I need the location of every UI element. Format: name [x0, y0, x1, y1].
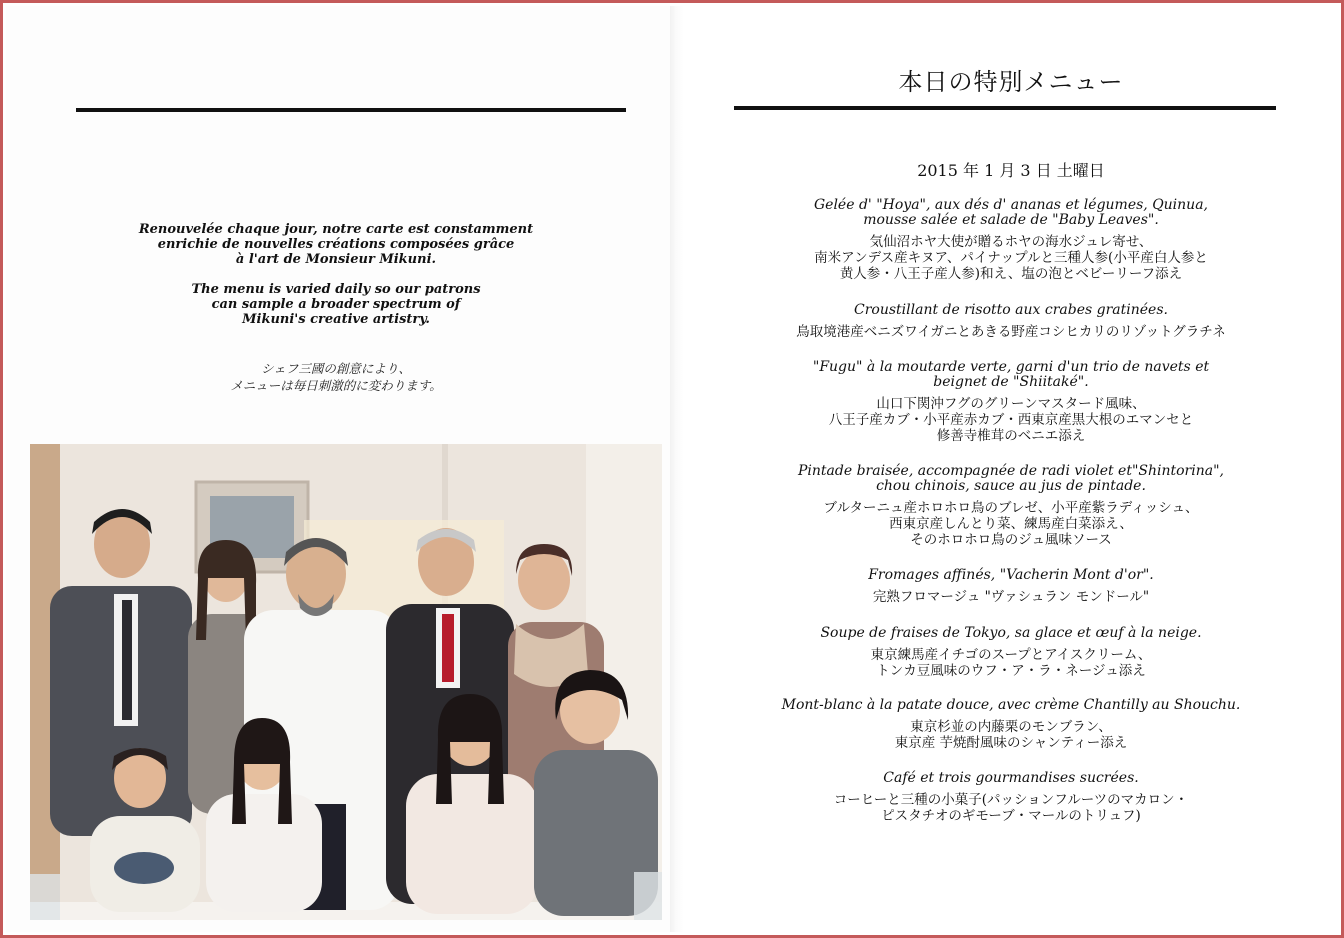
course-french: Café et trois gourmandises sucrées.	[883, 770, 1139, 786]
course-japanese: 山口下関沖フグのグリーンマスタード風味、 八王子産カブ・小平産赤カブ・西東京産黒大根のエマンセと 修善寺椎茸のベニエ添え	[828, 396, 1194, 444]
intro-english: The menu is varied daily so our patrons can sample a broader spectrum of Mikuni's creative artistry.	[191, 282, 481, 327]
course-item	[724, 698, 1298, 751]
course-japanese: 気仙沼ホヤ大使が贈るホヤの海水ジュレ寄せ、 南米アンデス産キヌア、パイナップルと三種人参(小平産白人参と 黄人参・八王子産人参)和え、塩の泡とベビーリーフ添え	[814, 234, 1208, 282]
course-japanese: 東京杉並の内藤栗のモンブラン、 東京産 芋焼酎風味のシャンティー添え	[894, 719, 1128, 751]
course-french: Mont-blanc à la patate douce, avec crème Chantilly au Shouchu.	[781, 697, 1241, 713]
course-french: Soupe de fraises de Tokyo, sa glace et œuf à la neige.	[820, 625, 1202, 641]
course-french: "Fugu" à la moutarde verte, garni d'un trio de navets et beignet de "Shiitaké".	[812, 359, 1210, 390]
course-french: Gelée d' "Hoya", aux dés d' ananas et légumes, Quinua, mousse salée et salade de "Baby Leaves".	[813, 197, 1208, 228]
course-item	[724, 303, 1298, 340]
course-french: Fromages affinés, "Vacherin Mont d'or".	[868, 567, 1154, 583]
course-japanese: 鳥取境港産ベニズワイガニとあきる野産コシヒカリのリゾットグラチネ	[796, 324, 1226, 340]
course-item	[724, 568, 1298, 605]
course-japanese: コーヒーと三種の小菓子(パッションフルーツのマカロン・ ピスタチオのギモーブ・マールのトリュフ)	[833, 792, 1189, 824]
course-french: Croustillant de risotto aux crabes gratinées.	[854, 302, 1168, 318]
course-item	[724, 464, 1298, 548]
intro-french: Renouvelée chaque jour, notre carte est constamment enrichie de nouvelles créations composées grâce à l'art de Monsieur Mikuni.	[138, 222, 534, 267]
menu-date: 2015 年 1 月 3 日 土曜日	[917, 161, 1105, 180]
page-fold	[670, 6, 684, 932]
right-page	[684, 6, 1338, 932]
menu-title: 本日の特別メニュー	[898, 68, 1124, 96]
course-item	[724, 360, 1298, 444]
course-japanese: ブルターニュ産ホロホロ鳥のブレゼ、小平産紫ラディッシュ、 西東京産しんとり菜、練馬産白菜添え、 そのホロホロ鳥のジュ風味ソース	[823, 500, 1199, 548]
course-item	[724, 771, 1298, 824]
course-item	[724, 198, 1298, 282]
right-top-rule	[734, 106, 1276, 110]
course-japanese: 完熟フロマージュ "ヴァシュラン モンドール"	[872, 589, 1150, 605]
group-photo-illustration	[30, 444, 662, 920]
course-japanese: 東京練馬産イチゴのスープとアイスクリーム、 トンカ豆風味のウフ・ア・ラ・ネージュ添え	[870, 647, 1152, 679]
group-photo	[30, 444, 662, 920]
left-top-rule	[76, 108, 626, 112]
intro-japanese: シェフ三國の創意により、 メニューは毎日刺激的に変わります。	[230, 361, 442, 393]
left-page	[6, 6, 670, 932]
course-item	[724, 626, 1298, 679]
course-french: Pintade braisée, accompagnée de radi violet et"Shintorina", chou chinois, sauce au jus de pintade.	[798, 463, 1224, 494]
